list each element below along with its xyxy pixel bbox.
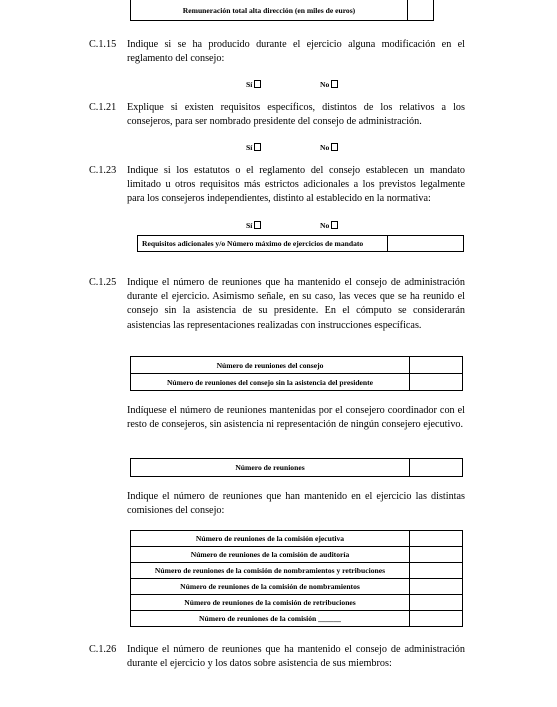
section-number: C.1.21 — [89, 102, 117, 113]
table-value[interactable] — [410, 595, 463, 611]
table-row — [131, 459, 463, 477]
table-value[interactable] — [410, 459, 463, 477]
table-value — [408, 0, 434, 21]
section-text: Indique el número de reuniones que ha mantenido el consejo de administración durante el ejercicio. Asimismo señale, en su caso, las veces que se ha reunido el consejo sin la asistencia de su presidente. En el cómputo se considerarán asistencias las representaciones realizadas con instrucciones específicas. — [127, 277, 465, 331]
checkbox-icon — [331, 80, 338, 88]
table-value[interactable] — [410, 547, 463, 563]
checkbox-icon — [254, 80, 261, 88]
section-c1-15 — [89, 38, 465, 66]
section-c1-25 — [89, 276, 465, 333]
table-value[interactable] — [410, 563, 463, 579]
table-value[interactable] — [410, 579, 463, 595]
table-label: Número de reuniones del consejo — [131, 357, 410, 374]
total-remuneration-table — [130, 0, 434, 21]
table-row — [131, 357, 463, 374]
table-label: Número de reuniones de la comisión de nombramientos — [131, 579, 410, 595]
checkbox-icon — [331, 143, 338, 151]
coordinator-meetings-text: Indíquese el número de reuniones mantenidas por el consejero coordinador con el resto de consejeros, sin asistencia ni representación de ningún consejero ejecutivo. — [127, 405, 465, 431]
table-label: Número de reuniones de la comisión de nombramientos y retribuciones — [131, 563, 410, 579]
coordinator-meetings-table — [130, 458, 463, 477]
table-value[interactable] — [388, 236, 464, 252]
table-row — [131, 611, 463, 627]
no-option[interactable]: No — [320, 221, 338, 230]
checkbox-icon — [331, 221, 338, 229]
section-number: C.1.23 — [89, 165, 117, 176]
yes-option[interactable]: Sí — [246, 221, 261, 230]
section-text: Indique si se ha producido durante el ejercicio alguna modificación en el reglamento del consejo: — [127, 39, 465, 65]
table-label: Número de reuniones de la comisión ______ — [131, 611, 410, 627]
section-c1-26 — [89, 643, 465, 671]
table-value[interactable] — [410, 611, 463, 627]
section-number: C.1.15 — [89, 39, 117, 50]
section-number: C.1.25 — [89, 277, 117, 288]
table-row — [131, 563, 463, 579]
additional-requirements-table — [137, 235, 464, 252]
table-label: Número de reuniones de la comisión de auditoría — [131, 547, 410, 563]
no-option[interactable]: No — [320, 80, 338, 89]
table-label: Requisitos adicionales y/o Número máximo de ejercicios de mandato — [138, 236, 388, 252]
section-c1-23 — [89, 164, 465, 207]
table-label: Número de reuniones de la comisión ejecutiva — [131, 531, 410, 547]
yes-option[interactable]: Sí — [246, 143, 261, 152]
table-row — [131, 595, 463, 611]
table-label: Remuneración total alta dirección (en miles de euros) — [131, 0, 408, 21]
table-row — [131, 531, 463, 547]
committee-meetings-text: Indique el número de reuniones que han mantenido en el ejercicio las distintas comisiones del consejo: — [127, 491, 465, 517]
table-label: Número de reuniones del consejo sin la asistencia del presidente — [131, 374, 410, 391]
table-label: Número de reuniones de la comisión de retribuciones — [131, 595, 410, 611]
table-row — [131, 374, 463, 391]
committee-meetings-table — [130, 530, 463, 627]
no-option[interactable]: No — [320, 143, 338, 152]
section-number: C.1.26 — [89, 644, 117, 655]
board-meetings-table — [130, 356, 463, 391]
checkbox-icon — [254, 221, 261, 229]
table-value[interactable] — [410, 531, 463, 547]
table-label: Número de reuniones — [131, 459, 410, 477]
table-value[interactable] — [410, 374, 463, 391]
table-row — [131, 579, 463, 595]
section-text: Indique si los estatutos o el reglamento del consejo establecen un mandato limitado u otros requisitos más estrictos adicionales a los previstos legalmente para los consejeros independientes, distinto al establecido en la normativa: — [127, 165, 465, 205]
section-text: Indique el número de reuniones que ha mantenido el consejo de administración durante el ejercicio y los datos sobre asistencia de sus miembros: — [127, 644, 465, 670]
section-c1-21 — [89, 101, 465, 129]
yes-option[interactable]: Sí — [246, 80, 261, 89]
section-text: Explique si existen requisitos específicos, distintos de los relativos a los consejeros, para ser nombrado presidente del consejo de administración. — [127, 102, 465, 128]
table-row — [131, 547, 463, 563]
table-value[interactable] — [410, 357, 463, 374]
checkbox-icon — [254, 143, 261, 151]
